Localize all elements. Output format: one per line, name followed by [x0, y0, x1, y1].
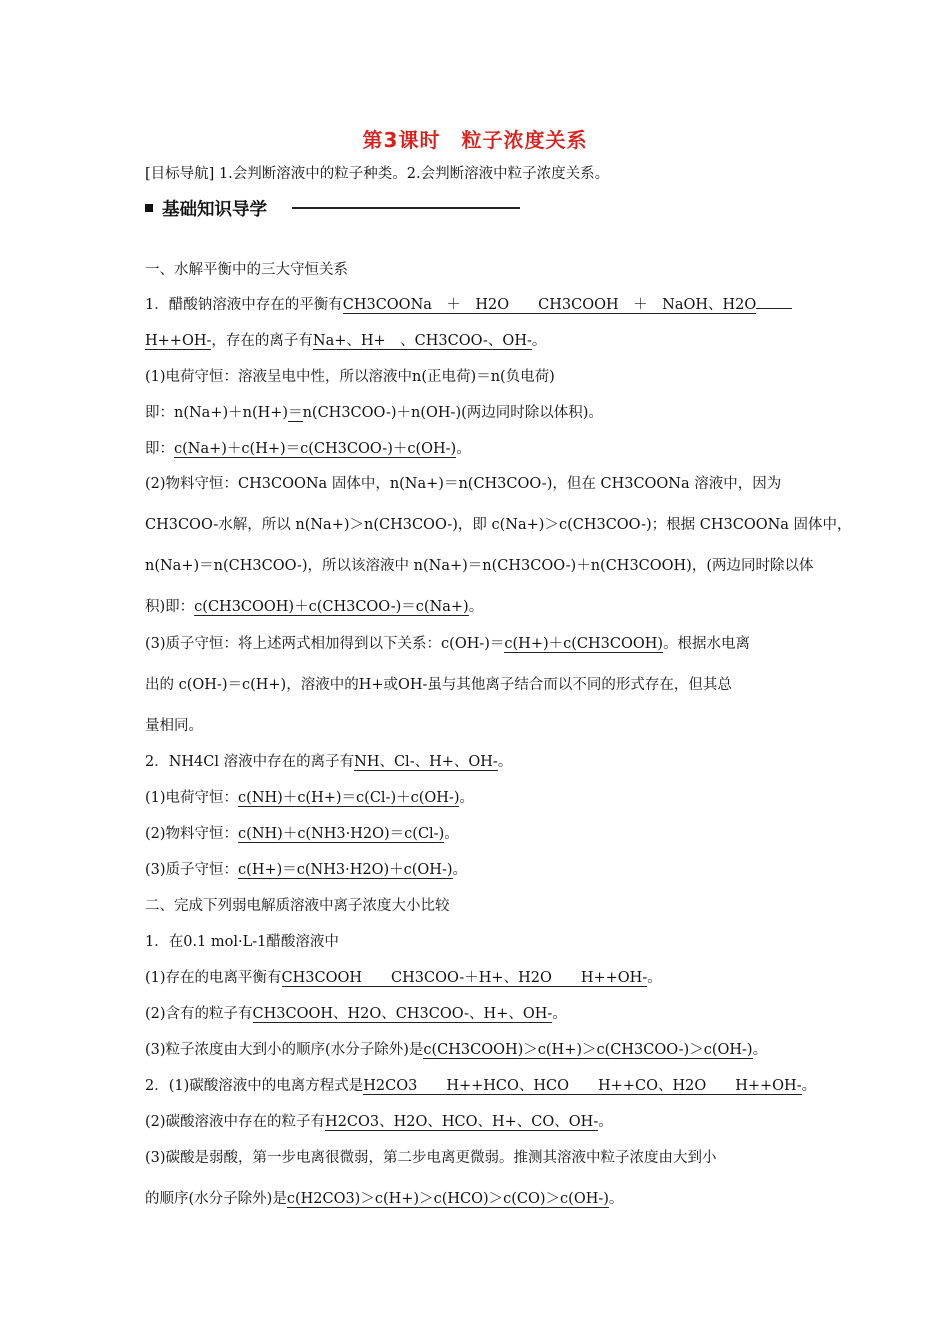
- heading-1: 一、水解平衡中的三大守恒关系: [145, 262, 348, 278]
- section-heading-text: 基础知识导学: [162, 200, 267, 220]
- paragraph-line: 量相同。: [145, 718, 203, 734]
- paragraph-line: (2)物料守恒：c(NH)＋c(NH3·H2O)＝c(Cl-)。: [145, 826, 459, 842]
- nav-text: 1.会判断溶液中的粒子种类。2.会判断溶液中粒子浓度关系。: [218, 166, 610, 182]
- answer-blank: CH3COONa ＋ H2O CH3COOH ＋ NaOH、H2O: [342, 297, 757, 313]
- square-bullet-icon: [145, 204, 153, 212]
- paragraph-line: (3)质子守恒：c(H+)＝c(NH3·H2O)＋c(OH-)。: [145, 862, 468, 878]
- paragraph-line: n(Na+)＝n(CH3COO-)，所以该溶液中 n(Na+)＝n(CH3COO-)＋n(CH3COOH)，(两边同时除以体: [145, 558, 814, 574]
- answer-blank: Na+、H+ 、CH3COO-、OH-: [312, 333, 532, 349]
- answer-blank: c(CH3COOH)＋c(CH3COO-)＝c(Na+): [194, 599, 469, 615]
- paragraph-line: 积)即：c(CH3COOH)＋c(CH3COO-)＝c(Na+)。: [145, 599, 484, 615]
- answer-blank: H++OH-: [145, 333, 212, 349]
- answer-blank: c(NH)＋c(NH3·H2O)＝c(Cl-): [238, 826, 445, 842]
- paragraph-line: H++OH-，存在的离子有Na+、H+ 、CH3COO-、OH-。: [145, 333, 547, 349]
- answer-blank: H2CO3 H++HCO、HCO H++CO、H2O H++OH-: [363, 1078, 802, 1094]
- answer-blank: CH3COOH CH3COO-＋H+、H2O H++OH-: [281, 970, 648, 986]
- page-title: 第3课时 粒子浓度关系: [362, 128, 588, 152]
- answer-blank: NH、Cl-、H+、OH-: [354, 754, 498, 770]
- paragraph-line: (1)电荷守恒：溶液呈电中性，所以溶液中n(正电荷)＝n(负电荷): [145, 369, 555, 385]
- answer-blank: c(NH)＋c(H+)＝c(Cl-)＋c(OH-): [238, 790, 460, 806]
- paragraph-line: (3)粒子浓度由大到小的顺序(水分子除外)是c(CH3COOH)＞c(H+)＞c(CH3COO-)＞c(OH-)。: [145, 1042, 768, 1058]
- paragraph-line: (2)碳酸溶液中存在的粒子有H2CO3、H2O、HCO、H+、CO、OH-。: [145, 1114, 613, 1130]
- answer-blank: H2CO3、H2O、HCO、H+、CO、OH-: [325, 1114, 599, 1130]
- answer-blank: CH3COOH、H2O、CH3COO-、H+、OH-: [252, 1006, 553, 1022]
- paragraph-line: (1)存在的电离平衡有CH3COOH CH3COO-＋H+、H2O H++OH-。: [145, 970, 662, 986]
- paragraph-line: (3)碳酸是弱酸，第一步电离很微弱，第二步电离更微弱。推测其溶液中粒子浓度由大到小: [145, 1150, 717, 1166]
- paragraph-line: 1．醋酸钠溶液中存在的平衡有CH3COONa ＋ H2O CH3COOH ＋ NaOH、H2O: [145, 295, 792, 315]
- paragraph-line: 即：c(Na+)＋c(H+)＝c(CH3COO-)＋c(OH-)。: [145, 441, 471, 457]
- paragraph-line: 即：n(Na+)＋n(H+)＝n(CH3COO-)＋n(OH-)(两边同时除以体积)。: [145, 405, 603, 421]
- answer-blank: c(Na+)＋c(H+)＝c(CH3COO-)＋c(OH-): [174, 441, 457, 457]
- paragraph-line: (3)质子守恒：将上述两式相加得到以下关系：c(OH-)＝c(H+)＋c(CH3COOH)。根据水电离: [145, 636, 751, 652]
- answer-blank: ＝: [288, 405, 303, 421]
- answer-blank: c(CH3COOH)＞c(H+)＞c(CH3COO-)＞c(OH-): [423, 1042, 753, 1058]
- paragraph-line: (2)物料守恒：CH3COONa 固体中，n(Na+)＝n(CH3COO-)，但在 CH3COONa 溶液中，因为: [145, 476, 782, 492]
- paragraph-line: 的顺序(水分子除外)是c(H2CO3)＞c(H+)＞c(HCO)＞c(CO)＞c(OH-)。: [145, 1191, 624, 1207]
- heading-2: 二、完成下列弱电解质溶液中离子浓度大小比较: [145, 898, 450, 914]
- paragraph-line: 1．在0.1 mol·L-1醋酸溶液中: [145, 934, 339, 950]
- section-heading: [145, 196, 525, 222]
- paragraph-line: 2．(1)碳酸溶液中的电离方程式是H2CO3 H++HCO、HCO H++CO、H2O H++OH-。: [145, 1078, 817, 1094]
- paragraph-line: (2)含有的粒子有CH3COOH、H2O、CH3COO-、H+、OH-。: [145, 1006, 567, 1022]
- target-navigation: [145, 162, 609, 183]
- paragraph-line: 2．NH4Cl 溶液中存在的离子有NH、Cl-、H+、OH-。: [145, 754, 513, 770]
- nav-label: [目标导航]: [145, 166, 215, 182]
- answer-blank: c(H+)＝c(NH3·H2O)＋c(OH-): [238, 862, 453, 878]
- paragraph-line: CH3COO-水解，所以 n(Na+)＞n(CH3COO-)，即 c(Na+)＞c(CH3COO-)；根据 CH3COONa 固体中，: [145, 517, 852, 533]
- paragraph-line: 出的 c(OH-)＝c(H+)，溶液中的H+或OH-虽与其他离子结合而以不同的形式存在，但其总: [145, 677, 732, 693]
- answer-blank: c(H2CO3)＞c(H+)＞c(HCO)＞c(CO)＞c(OH-): [286, 1191, 609, 1207]
- heading-rule: [292, 207, 520, 209]
- paragraph-line: (1)电荷守恒：c(NH)＋c(H+)＝c(Cl-)＋c(OH-)。: [145, 790, 474, 806]
- answer-blank: c(H+)＋c(CH3COOH): [504, 636, 664, 652]
